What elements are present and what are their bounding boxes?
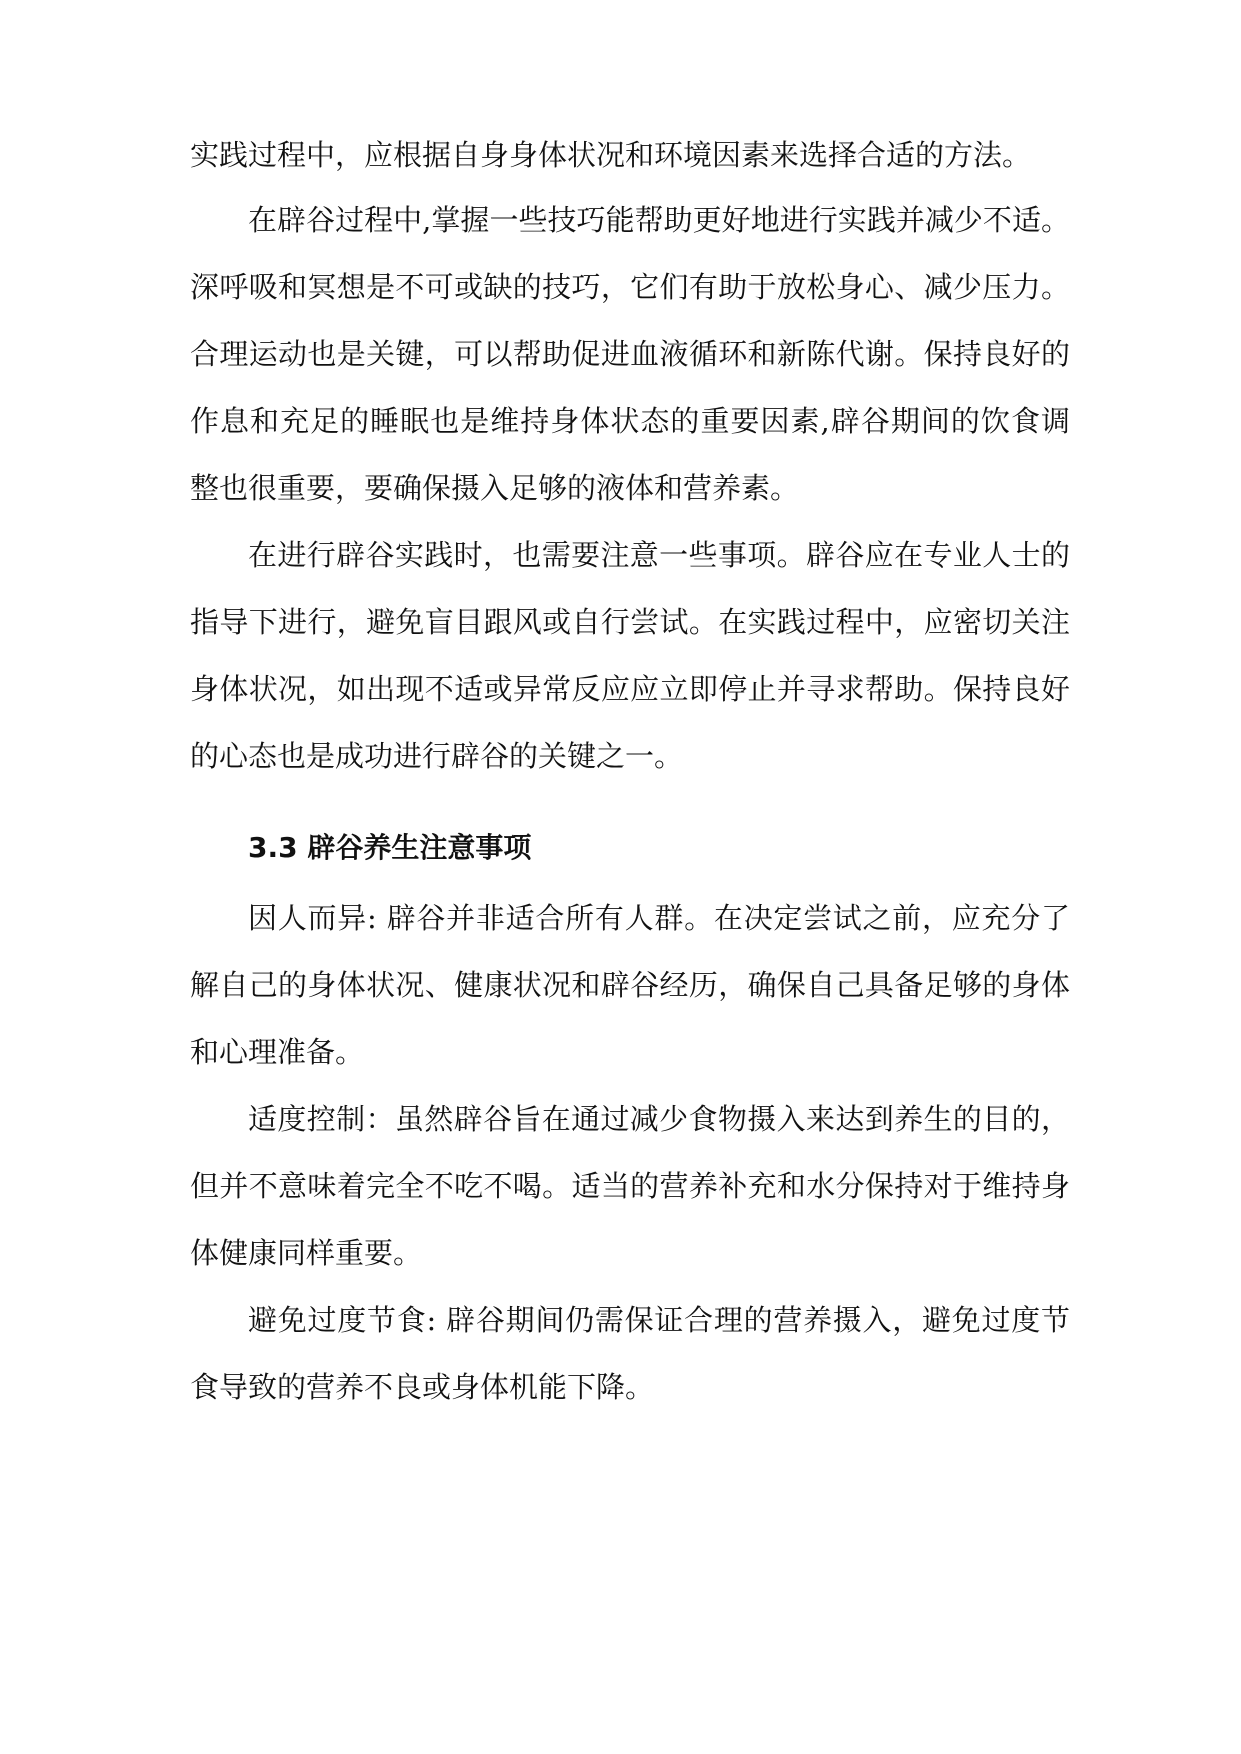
paragraph-line: 实践过程中，应根据自身身体状况和环境因素来选择合适的方法。: [190, 138, 1032, 172]
paragraph-line: 的心态也是成功进行辟谷的关键之一。: [190, 739, 684, 773]
paragraph-line: 指导下进行，避免盲目跟风或自行尝试。在实践过程中，应密切关注: [190, 605, 1070, 639]
paragraph-line: 在辟谷过程中,掌握一些技巧能帮助更好地进行实践并减少不适。: [248, 203, 1070, 237]
paragraph-line: 体健康同样重要。: [190, 1236, 423, 1270]
paragraph-line: 在进行辟谷实践时，也需要注意一些事项。辟谷应在专业人士的: [248, 538, 1070, 572]
paragraph-line: 因人而异: 辟谷并非适合所有人群。在决定尝试之前，应充分了: [248, 901, 1070, 935]
paragraph-line: 身体状况，如出现不适或异常反应应立即停止并寻求帮助。保持良好: [190, 672, 1070, 706]
paragraph-line: 适度控制：虽然辟谷旨在通过减少食物摄入来达到养生的目的，: [248, 1102, 1070, 1136]
paragraph-line: 深呼吸和冥想是不可或缺的技巧，它们有助于放松身心、减少压力。: [190, 270, 1070, 304]
section-heading: 3.3 辟谷养生注意事项: [248, 831, 532, 864]
paragraph-line: 整也很重要，要确保摄入足够的液体和营养素。: [190, 471, 800, 505]
paragraph-line: 作息和充足的睡眠也是维持身体状态的重要因素,辟谷期间的饮食调: [190, 404, 1070, 438]
paragraph-line: 合理运动也是关键，可以帮助促进血液循环和新陈代谢。保持良好的: [190, 337, 1070, 371]
paragraph-line: 和心理准备。: [190, 1035, 365, 1069]
paragraph-line: 食导致的营养不良或身体机能下降。: [190, 1370, 655, 1404]
paragraph-line: 避免过度节食: 辟谷期间仍需保证合理的营养摄入，避免过度节: [248, 1303, 1070, 1337]
paragraph-line: 但并不意味着完全不吃不喝。适当的营养补充和水分保持对于维持身: [190, 1169, 1070, 1203]
paragraph-line: 解自己的身体状况、健康状况和辟谷经历，确保自己具备足够的身体: [190, 968, 1070, 1002]
